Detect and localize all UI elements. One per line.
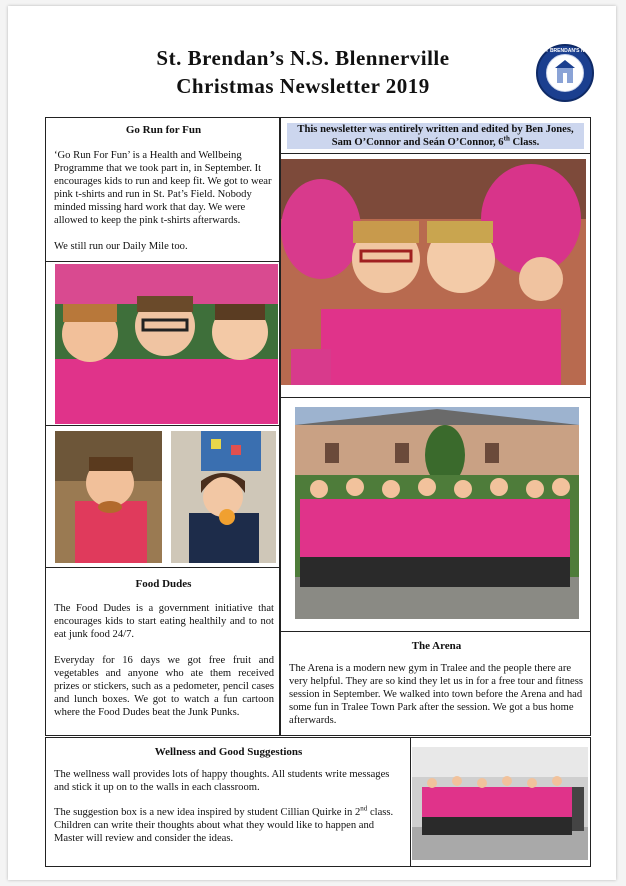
gym-class-photo: [412, 747, 588, 860]
go-run-daily-mile: We still run our Daily Mile too.: [54, 241, 188, 252]
crest-emblem-icon: [546, 54, 584, 92]
newsletter-title-line1: St. Brendan’s N.S. Blennerville: [156, 46, 450, 70]
wellness-divider: [410, 738, 411, 866]
newsletter-page: [8, 6, 616, 880]
arena-paragraph: The Arena is a modern new gym in Tralee and the people there are very helpful. They are so kind they let us in for a free tour and fitness session in September. We walked into town before the Arena and had some fun in Tralee Town Park after the session. We got a bus home afterwards.: [289, 663, 583, 726]
credit-banner: [287, 123, 584, 149]
arena-heading: The Arena: [411, 640, 462, 652]
credit-sup: th: [503, 134, 510, 143]
credit-section: [280, 117, 591, 154]
suggestion-box-text-rest: class. Children can write their thoughts about what they would like to happen and Master will review and consider the ideas.: [54, 807, 394, 844]
food-dudes-heading: Food Dudes: [135, 578, 192, 590]
credit-class: Class.: [509, 137, 540, 148]
group-photo-frame: [280, 154, 591, 398]
suggestion-box-text: The suggestion box is a new idea inspired by student Cillian Quirke in 2: [54, 807, 361, 818]
go-run-paragraph: ‘Go Run For Fun’ is a Health and Wellbeing Programme that we took part in, in September. It encourages kids to run and keep fit. We got to wear pink t-shirts and run in St. Pat’s Field. Nobody minded missing hard work that day. We were allowed to keep the pink t-shirts afterwards.: [54, 150, 272, 226]
arena-section: [280, 632, 591, 736]
go-run-section: [45, 117, 280, 262]
newsletter-title-line2: Christmas Newsletter 2019: [176, 74, 430, 98]
food-dudes-section: [45, 568, 280, 736]
logo-text: ST BRENDAN'S NS: [542, 48, 588, 54]
food-photos-frame: [45, 426, 280, 568]
go-run-heading: Go Run for Fun: [125, 124, 202, 136]
food-dudes-details: Everyday for 16 days we got free fruit and vegetables and anyone who ate them received prizes or stickers, such as a pedometer, pencil cases and lunch boxes. We got to watch a fun cartoon where the Food Dudes beat the Junk Punks.: [54, 655, 274, 718]
credit-text: This newsletter was entirely written and edited by Ben Jones, Sam O’Connor and Seán O’Connor, 6: [297, 124, 574, 148]
arena-class-photo: [295, 407, 579, 619]
food-dudes-intro: The Food Dudes is a government initiative that encourages kids to start eating healthily and to not eat junk food 24/7.: [54, 603, 274, 640]
wellness-heading: Wellness and Good Suggestions: [154, 746, 303, 758]
wellness-section: [45, 737, 591, 867]
suggestion-box-paragraph: [54, 806, 404, 845]
school-crest-logo: [536, 44, 594, 102]
three-boys-frame: [45, 262, 280, 426]
suggestion-box-sup: nd: [360, 804, 368, 813]
wellness-wall-paragraph: The wellness wall provides lots of happy thoughts. All students write messages and stick it up on to the walls in each classroom.: [54, 769, 390, 793]
